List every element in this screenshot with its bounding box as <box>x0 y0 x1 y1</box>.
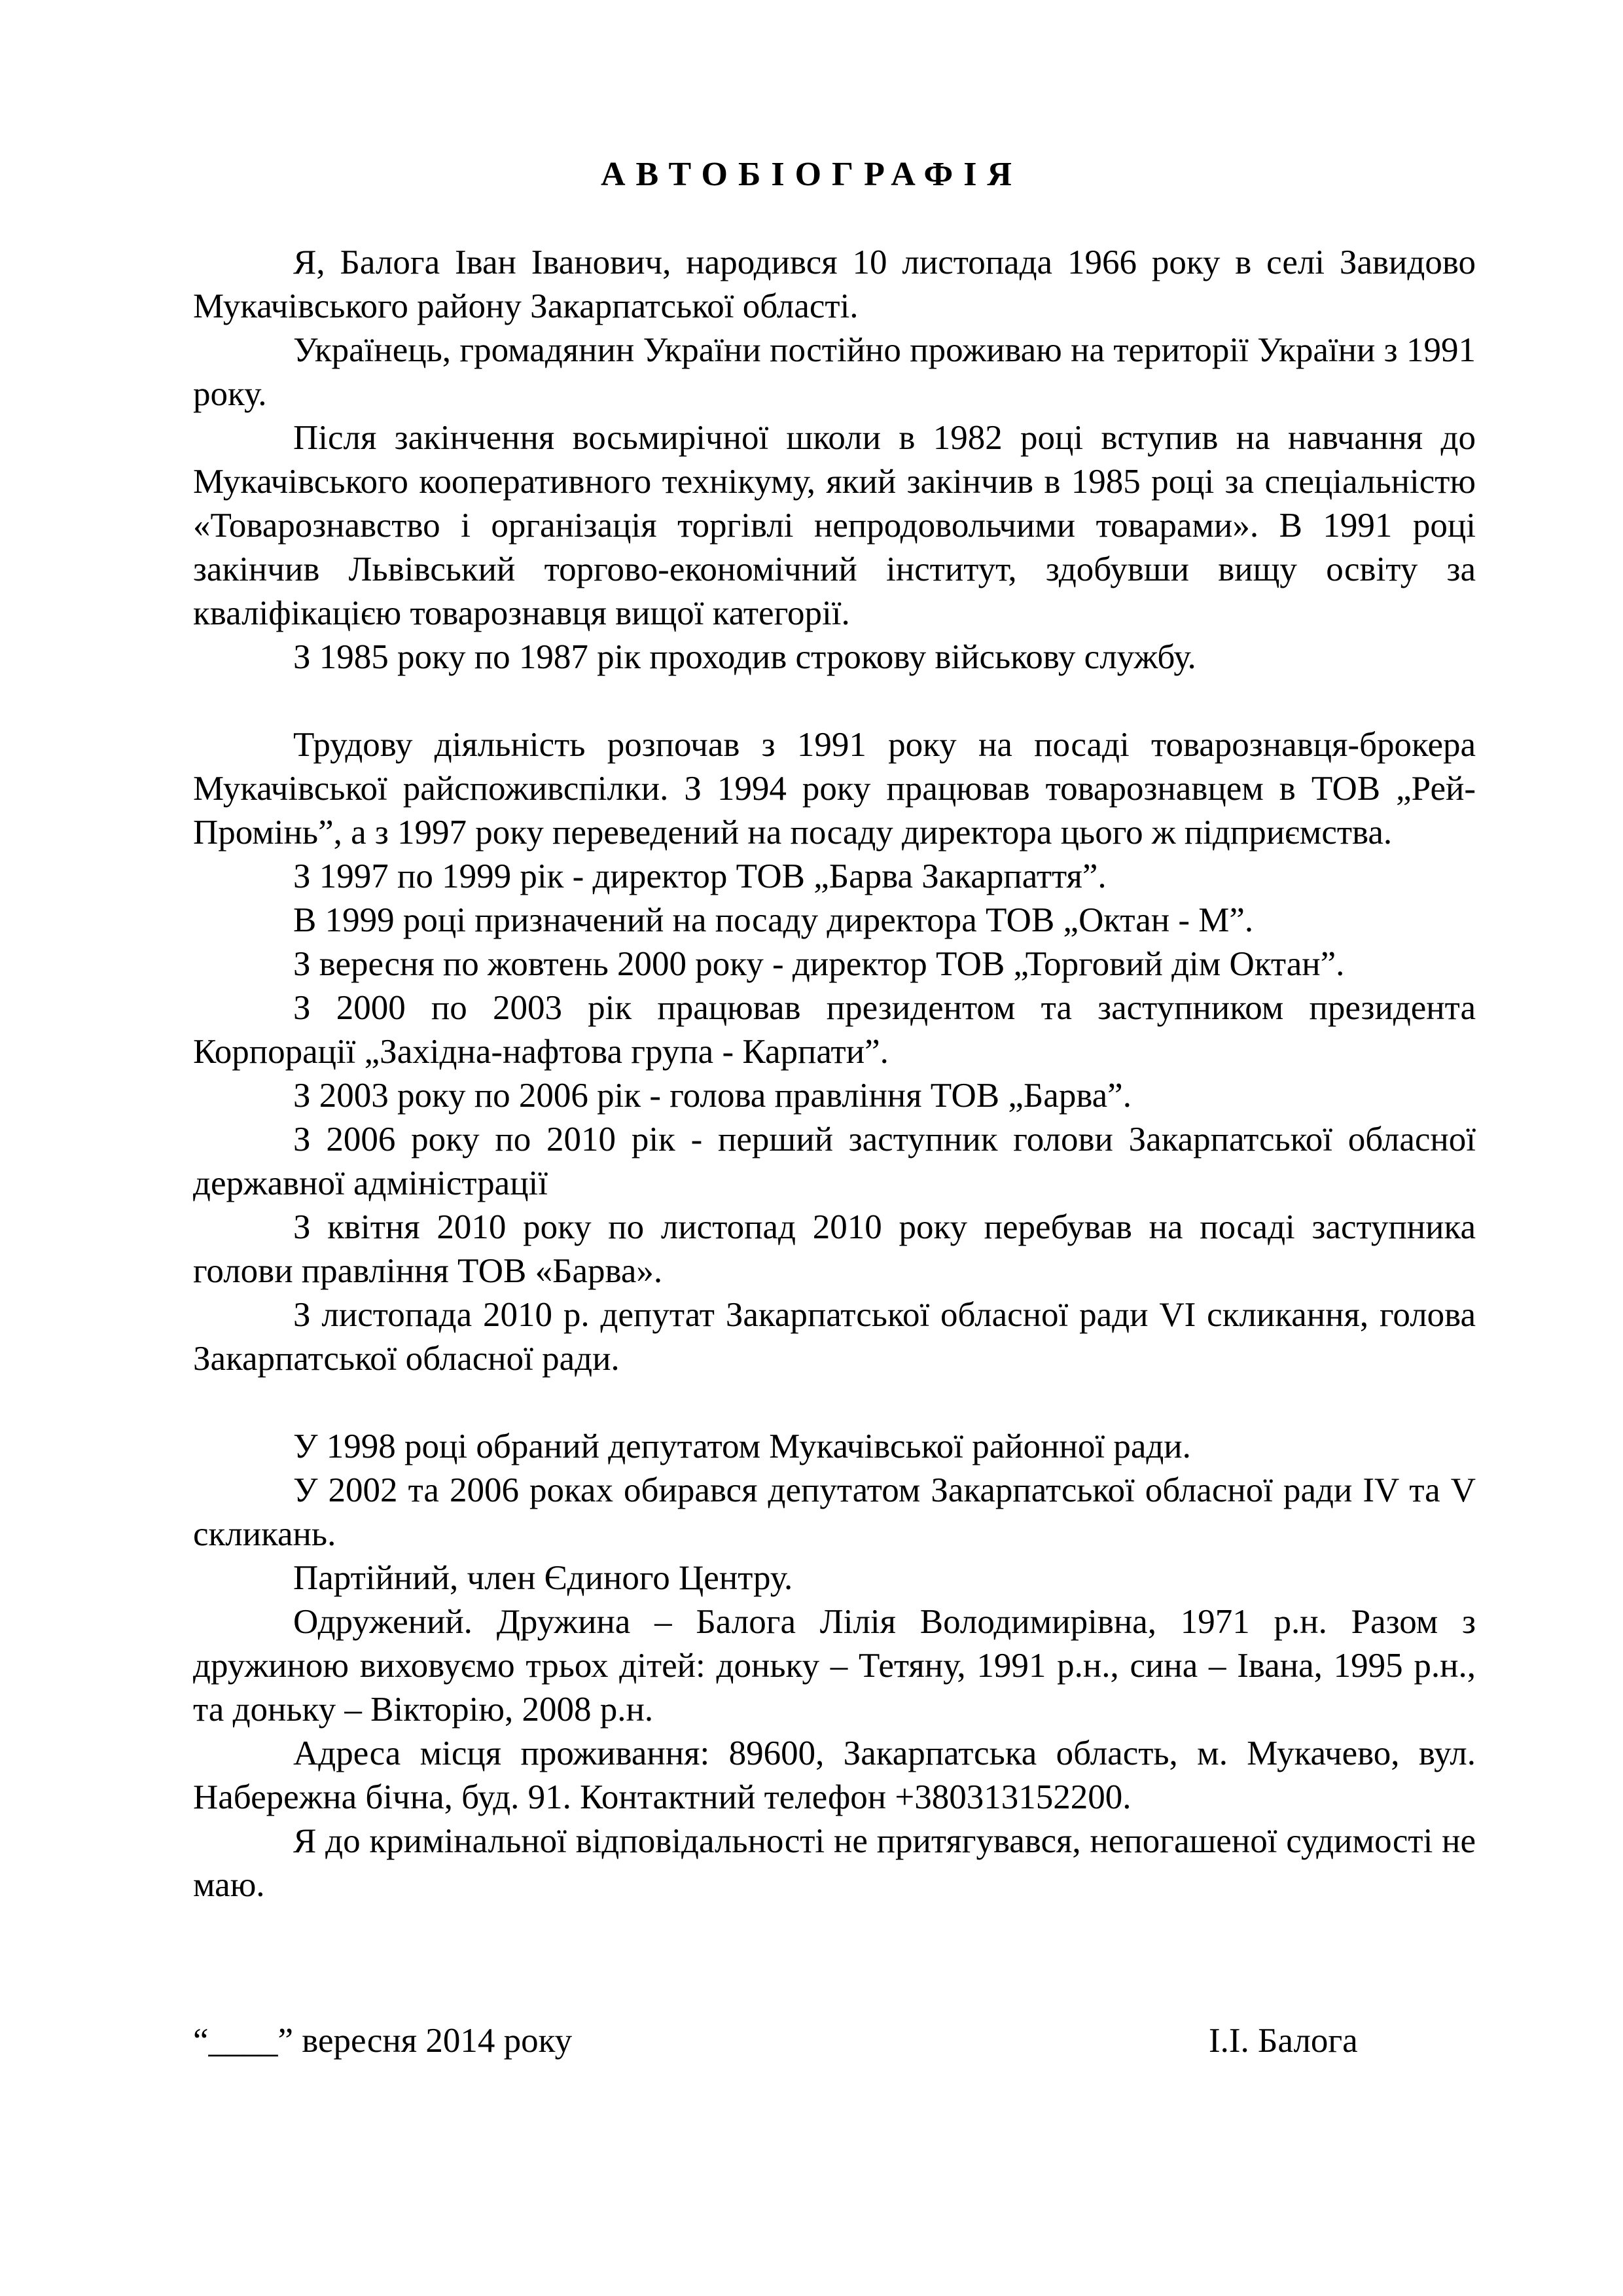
paragraph-career-council: З листопада 2010 р. депутат Закарпатської обласної ради VI скликання, голова Закарпатської обласної ради. <box>193 1296 1476 1378</box>
document-title: АВТОБІОГРАФІЯ <box>601 156 1022 193</box>
paragraph-family: Одружений. Дружина – Балога Лілія Володимирівна, 1971 р.н. Разом з дружиною виховуємо трьох дітей: доньку – Тетяну, 1991 р.н., сина – Івана, 1995 р.н., та доньку – Вікторію, 2008 р.н. <box>193 1603 1476 1729</box>
document-date: “____” вересня 2014 року <box>193 2022 573 2060</box>
paragraph-career-2003: З 2003 року по 2006 рік - голова правління ТОВ „Барва”. <box>293 1077 1132 1115</box>
paragraph-career-2000: З вересня по жовтень 2000 року - директор ТОВ „Торговий дім Октан”. <box>293 945 1345 983</box>
paragraph-career-1997: З 1997 по 1999 рік - директор ТОВ „Барва Закарпаття”. <box>293 857 1107 895</box>
document-signature: І.І. Балога <box>1209 2022 1358 2060</box>
paragraph-deputy-2002: У 2002 та 2006 роках обирався депутатом Закарпатської обласної ради IV та V скликань. <box>193 1471 1476 1553</box>
document-body <box>193 241 1476 1907</box>
paragraph-birth: Я, Балога Іван Іванович, народився 10 листопада 1966 року в селі Завидово Мукачівського району Закарпатської області. <box>193 243 1476 325</box>
paragraph-career-1999: В 1999 році призначений на посаду директора ТОВ „Октан - М”. <box>293 901 1254 939</box>
paragraph-criminal-record: Я до кримінальної відповідальності не притягувався, непогашеної судимості не маю. <box>193 1822 1476 1904</box>
paragraph-career-start: Трудову діяльність розпочав з 1991 року на посаді товарознавця-брокера Мукачівської райспоживспілки. З 1994 року працював товарознавцем в ТОВ „Рей-Промінь”, а з 1997 року переведений на посаду директора цього ж підприємства. <box>193 726 1476 852</box>
paragraph-career-2006: З 2006 року по 2010 рік - перший заступник голови Закарпатської обласної державної адміністрації <box>193 1121 1476 1202</box>
paragraph-party: Партійний, член Єдиного Центру. <box>293 1559 793 1597</box>
paragraph-citizenship: Українець, громадянин України постійно проживаю на території України з 1991 року. <box>193 331 1476 413</box>
paragraph-career-2000-2003: З 2000 по 2003 рік працював президентом та заступником президента Корпорації „Західна-нафтова група - Карпати”. <box>193 989 1476 1071</box>
paragraph-career-2010: З квітня 2010 року по листопад 2010 року перебував на посаді заступника голови правління ТОВ «Барва». <box>193 1208 1476 1290</box>
paragraph-address: Адреса місця проживання: 89600, Закарпатська область, м. Мукачево, вул. Набережна бічна, буд. 91. Контактний телефон +380313152200. <box>193 1734 1476 1816</box>
paragraph-deputy-1998: У 1998 році обраний депутатом Мукачівської районної ради. <box>293 1427 1191 1465</box>
paragraph-spacer <box>193 1381 1476 1425</box>
paragraph-military-service: З 1985 року по 1987 рік проходив строкову військову службу. <box>293 638 1196 676</box>
paragraph-spacer <box>193 679 1476 723</box>
paragraph-education: Після закінчення восьмирічної школи в 1982 році вступив на навчання до Мукачівського кооперативного технікуму, який закінчив в 1985 році за спеціальністю «Товарознавство і організація торгівлі непродовольчими товарами». В 1991 році закінчив Львівський торгово-економічний інститут, здобувши вищу освіту за кваліфікацією товарознавця вищої категорії. <box>193 419 1476 632</box>
